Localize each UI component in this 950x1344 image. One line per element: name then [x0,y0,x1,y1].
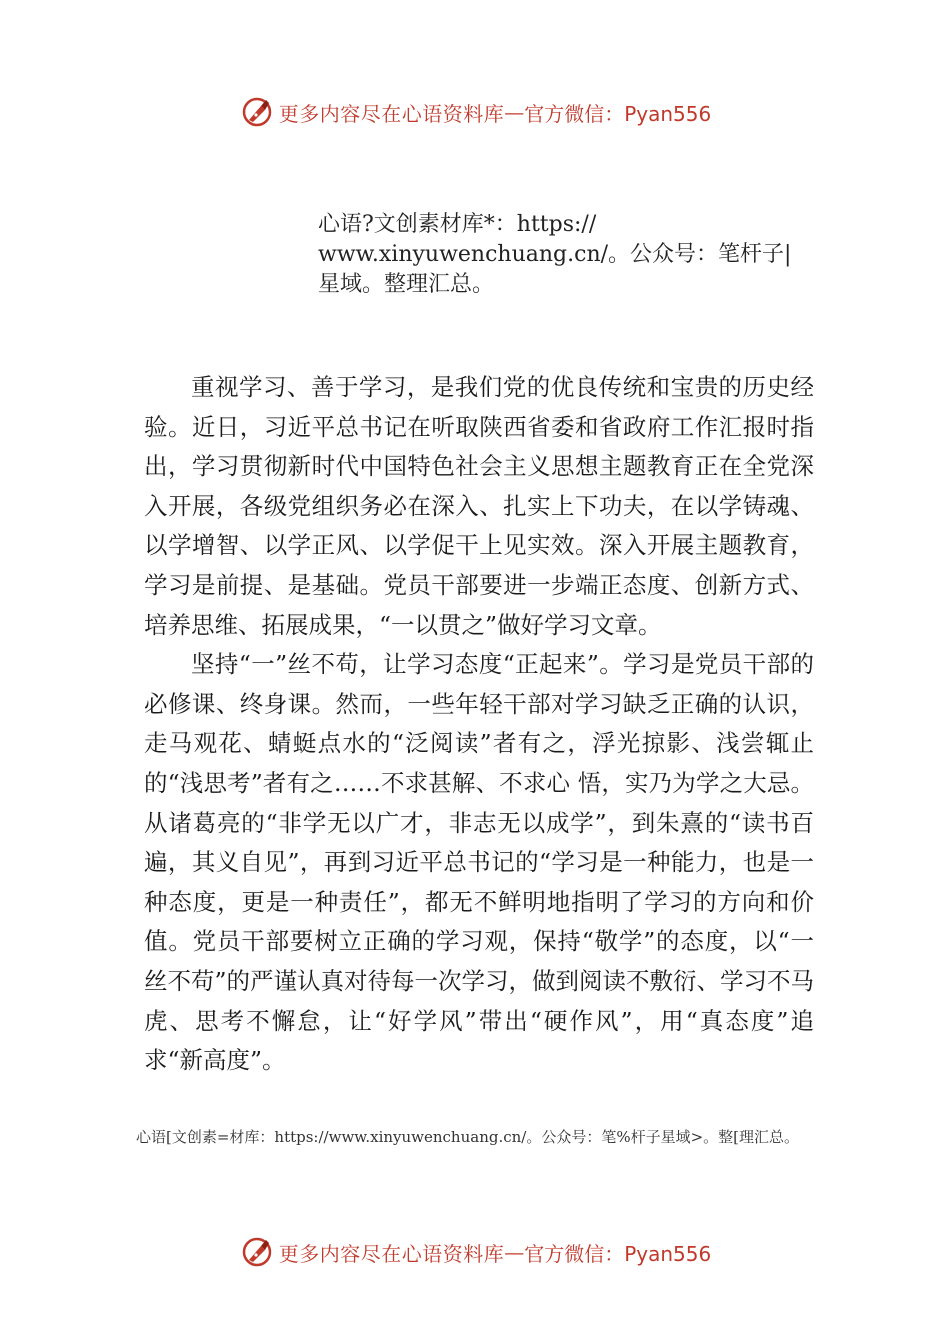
source-line: 心语?文创素材库*：https:// [318,212,597,237]
banner-text: 更多内容尽在心语资料库 [278,101,505,126]
article-paragraph: 坚持“一”丝不苟，让学习态度“正起来”。学习是党员干部的必修课、终身课。然而，一些年轻干部对学习缺乏正确的认识，走马观花、蜻蜓点水的“泛阅读”者有之，浮光掠影、浅尝辄止的“浅思考”者有之……不求甚解、不求心 悟，实乃为学之大忌。从诸葛亮的“非学无以广才，非志无以成学”，到朱熹的“读书百遍，其义自见”，再到习近平总书记的“学习是一种能力，也是一种态度，更是一种责任”，都无不鲜明地指明了学习的方向和价值。党员干部要树立正确的学习观，保持“敬学”的态度，以“一丝不苟”的严谨认真对待每一次学习，做到阅读不敷衍、学习不马虎、思考不懈怠，让“好学风”带出“硬作风”，用“真态度”追求“新高度”。 [144,650,815,1075]
article-body [144,368,814,1081]
pen-nib-logo-icon [239,1234,275,1270]
banner-text: 更多内容尽在心语资料库 [278,1241,505,1266]
banner-wechat: 官方微信：Pyan556 [524,101,712,126]
banner-wechat: 官方微信：Pyan556 [524,1241,712,1266]
banner-separator: — [504,1240,525,1264]
source-note [318,210,818,300]
header-banner [0,94,950,130]
pen-nib-logo-icon [239,94,275,130]
footer-banner [0,1234,950,1270]
source-line: 星域。整理汇总。 [318,272,495,297]
source-line: www.xinyuwenchuang.cn/。公众号：笔杆子| [318,242,792,267]
footer-source-note: 心语[文创素=材库：https://www.xinyuwenchuang.cn/。公众号：笔%杆子星域>。整[理汇总。 [136,1128,800,1146]
banner-separator: — [504,100,525,124]
article-paragraph: 重视学习、善于学习，是我们党的优良传统和宝贵的历史经验。近日，习近平总书记在听取陕西省委和省政府工作汇报时指出，学习贯彻新时代中国特色社会主义思想主题教育正在全党深入开展，各级党组织务必在深入、扎实上下功夫，在以学铸魂、以学增智、以学正风、以学促干上见实效。深入开展主题教育，学习是前提、是基础。党员干部要进一步端正态度、创新方式、培养思维、拓展成果，“一以贯之”做好学习文章。 [144,373,814,639]
